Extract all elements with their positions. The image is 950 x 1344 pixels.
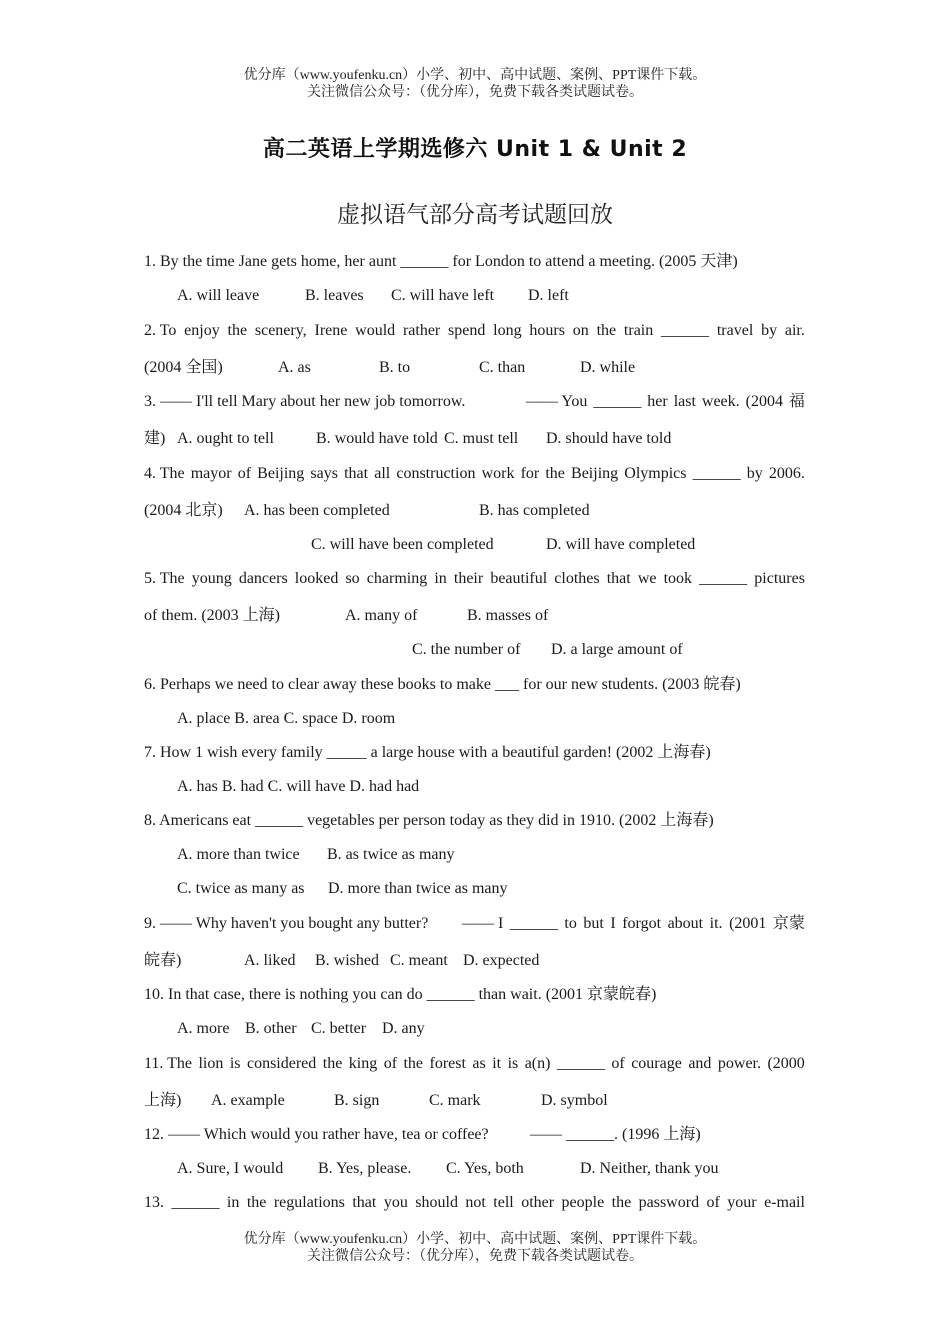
word: password (638, 1194, 700, 1211)
word: ______ (593, 393, 642, 410)
q1-option-c: C. will have left (391, 287, 495, 304)
question-10-stem: 10. In that case, there is nothing you can do ______ than wait. (2001 京蒙皖春) (144, 986, 657, 1003)
question-12-stem-a: 12. —— Which would you rather have, tea or coffee? (144, 1126, 489, 1143)
word: lion (198, 1055, 224, 1072)
q10-option-a: A. more (177, 1020, 230, 1037)
q5-source: of them. (2003 上海) (144, 607, 280, 624)
word: says (310, 465, 338, 482)
q9-option-c: C. meant (390, 952, 448, 969)
word: 2006. (768, 465, 805, 482)
q4-option-b: B. has completed (479, 502, 590, 519)
question-1-stem: 1. By the time Jane gets home, her aunt ______ for London to attend a meeting. (2005 天津) (144, 253, 738, 270)
word: rather (402, 322, 441, 339)
q7-options: A. has B. had C. will have D. had had (177, 778, 420, 795)
q3-option-c: C. must tell (444, 430, 519, 447)
word: tell (493, 1194, 514, 1211)
word: all (374, 465, 391, 482)
q10-option-b: B. other (245, 1020, 297, 1037)
word: king (348, 1055, 378, 1072)
word: is (229, 1055, 241, 1072)
word: took (663, 570, 693, 587)
word: that (352, 1194, 377, 1211)
word: and (688, 1055, 712, 1072)
q11-option-d: D. symbol (541, 1092, 608, 1109)
question-11-stem (144, 1054, 805, 1074)
word: Olympics (624, 465, 687, 482)
q10-option-c: C. better (311, 1020, 367, 1037)
page-header (0, 67, 950, 101)
word: of (383, 1055, 398, 1072)
question-8-stem: 8. Americans eat ______ vegetables per person today as they did in 1910. (2002 上海春) (144, 812, 714, 829)
q11-source: 上海) (144, 1092, 182, 1109)
word: you (383, 1194, 408, 1211)
word: 5. The (144, 570, 185, 587)
word: —— I (462, 915, 504, 932)
question-13-stem (144, 1193, 805, 1213)
word: of (237, 465, 252, 482)
question-6-stem: 6. Perhaps we need to clear away these books to make ___ for our new students. (2003 皖春) (144, 676, 741, 693)
q3-option-a: A. ought to tell (177, 430, 274, 447)
word: week. (701, 393, 740, 410)
q8-option-a: A. more than twice (177, 846, 300, 863)
q3-source: 建) (144, 430, 166, 447)
word: not (465, 1194, 486, 1211)
word: would (355, 322, 396, 339)
q4-option-a: A. has been completed (244, 502, 390, 519)
q3-option-d: D. should have told (546, 430, 672, 447)
word: hours (529, 322, 565, 339)
word: 2. To (144, 322, 177, 339)
word: scenery, (254, 322, 307, 339)
q1-option-d: D. left (528, 287, 569, 304)
q2-source: (2004 全国) (144, 359, 223, 376)
word: air. (784, 322, 805, 339)
q2-option-c: C. than (479, 359, 526, 376)
word: we (637, 570, 657, 587)
word: as (472, 1055, 486, 1072)
document-title: 高二英语上学期选修六 Unit 1 & Unit 2 (262, 137, 688, 162)
word: of (611, 1055, 625, 1072)
word: ______ (556, 1055, 605, 1072)
question-12-stem-b: —— ______. (1996 上海) (530, 1126, 701, 1143)
word: enjoy (184, 322, 220, 339)
word: a(n) (524, 1055, 551, 1072)
word: it (492, 1055, 502, 1072)
word: is (507, 1055, 519, 1072)
word: work (481, 465, 515, 482)
word: the (322, 1055, 343, 1072)
q12-option-a: A. Sure, I would (177, 1160, 284, 1177)
word: dancers (238, 570, 288, 587)
word: regulations (273, 1194, 345, 1211)
question-2-stem (144, 321, 805, 341)
word: ______ (509, 915, 558, 932)
word: so (345, 570, 360, 587)
q2-option-a: A. as (278, 359, 311, 376)
question-9-stem-b (462, 914, 805, 934)
word: 福 (788, 393, 805, 410)
word: courage (631, 1055, 682, 1072)
q9-option-d: D. expected (463, 952, 540, 969)
word: mayor (190, 465, 232, 482)
q12-option-b: B. Yes, please. (318, 1160, 412, 1177)
q1-option-b: B. leaves (305, 287, 364, 304)
word: forest (429, 1055, 466, 1072)
q9-source: 皖春) (144, 952, 182, 969)
q5-option-d: D. a large amount of (551, 641, 683, 658)
q9-option-b: B. wished (315, 952, 379, 969)
question-5-stem (144, 569, 805, 589)
word: 11. The (144, 1055, 192, 1072)
question-9-stem-a: 9. —— Why haven't you bought any butter? (144, 915, 429, 932)
word: Beijing (571, 465, 619, 482)
question-3-stem-b (526, 392, 805, 412)
word: charming (366, 570, 428, 587)
q12-option-d: D. Neither, thank you (580, 1160, 719, 1177)
word: for (520, 465, 540, 482)
word: spend (448, 322, 486, 339)
word: pictures (754, 570, 805, 587)
q11-option-c: C. mark (429, 1092, 481, 1109)
word: 京蒙 (772, 915, 805, 932)
q10-option-d: D. any (382, 1020, 425, 1037)
q3-option-b: B. would have told (316, 430, 438, 447)
word: by (746, 465, 763, 482)
word: but (583, 915, 604, 932)
word: —— You (526, 393, 588, 410)
q2-option-b: B. to (379, 359, 411, 376)
word: (2000 (767, 1055, 805, 1072)
word: forgot (622, 915, 662, 932)
q5-option-b: B. masses of (467, 607, 549, 624)
word: 4. The (144, 465, 185, 482)
word: the (545, 465, 565, 482)
word: train (623, 322, 654, 339)
word: by (761, 322, 778, 339)
word: the (403, 1055, 424, 1072)
word: ______ (661, 322, 710, 339)
word: ______ (692, 465, 741, 482)
q8-option-c: C. twice as many as (177, 880, 305, 897)
q12-option-c: C. Yes, both (446, 1160, 524, 1177)
q6-options: A. place B. area C. space D. room (177, 710, 396, 727)
q8-option-b: B. as twice as many (327, 846, 455, 863)
word: other (521, 1194, 555, 1211)
word: long (493, 322, 522, 339)
word: that (344, 465, 369, 482)
word: power. (717, 1055, 761, 1072)
word: your (727, 1194, 757, 1211)
word: the (227, 322, 248, 339)
word: the (246, 1194, 267, 1211)
question-7-stem: 7. How 1 wish every family _____ a large house with a beautiful garden! (2002 上海春) (144, 744, 711, 761)
word: I (610, 915, 616, 932)
q4-option-d: D. will have completed (546, 536, 696, 553)
word: last (673, 393, 696, 410)
word: beautiful (490, 570, 548, 587)
question-4-stem (144, 464, 805, 484)
word: their (453, 570, 484, 587)
word: considered (246, 1055, 317, 1072)
header-line-1: 优分库（www.youfenku.cn）小学、初中、高中试题、案例、PPT课件下载。 (243, 68, 707, 83)
q2-option-d: D. while (580, 359, 636, 376)
word: her (647, 393, 668, 410)
q5-option-c: C. the number of (412, 641, 521, 658)
word: Irene (314, 322, 348, 339)
header-line-2: 关注微信公众号：（优分库），免费下载各类试题试卷。 (307, 85, 643, 100)
document-subtitle: 虚拟语气部分高考试题回放 (337, 202, 613, 228)
q11-option-a: A. example (211, 1092, 285, 1109)
q8-option-d: D. more than twice as many (328, 880, 508, 897)
word: about (667, 915, 704, 932)
word: (2004 (745, 393, 783, 410)
footer-line-1: 优分库（www.youfenku.cn）小学、初中、高中试题、案例、PPT课件下载。 (243, 1232, 707, 1247)
page-footer (0, 1231, 950, 1265)
word: construction (396, 465, 476, 482)
word: ______ (699, 570, 748, 587)
q4-option-c: C. will have been completed (311, 536, 494, 553)
word: of (706, 1194, 720, 1211)
q9-option-a: A. liked (244, 952, 296, 969)
word: ______ (171, 1194, 220, 1211)
q4-source: (2004 北京) (144, 502, 223, 519)
word: in (434, 570, 447, 587)
word: the (611, 1194, 632, 1211)
word: 13. (144, 1194, 164, 1211)
word: young (191, 570, 232, 587)
word: e-mail (764, 1194, 805, 1211)
word: Beijing (257, 465, 305, 482)
word: it. (709, 915, 723, 932)
word: should (415, 1194, 458, 1211)
q5-option-a: A. many of (345, 607, 418, 624)
word: in (226, 1194, 240, 1211)
word: (2001 (729, 915, 767, 932)
word: people (561, 1194, 605, 1211)
word: travel (716, 322, 754, 339)
footer-line-2: 关注微信公众号：（优分库），免费下载各类试题试卷。 (307, 1249, 643, 1264)
word: that (606, 570, 631, 587)
q1-option-a: A. will leave (177, 287, 260, 304)
word: the (596, 322, 617, 339)
q11-option-b: B. sign (334, 1092, 380, 1109)
word: clothes (554, 570, 600, 587)
word: to (564, 915, 577, 932)
word: looked (294, 570, 339, 587)
question-3-stem-a: 3. —— I'll tell Mary about her new job tomorrow. (144, 393, 466, 410)
word: on (572, 322, 589, 339)
